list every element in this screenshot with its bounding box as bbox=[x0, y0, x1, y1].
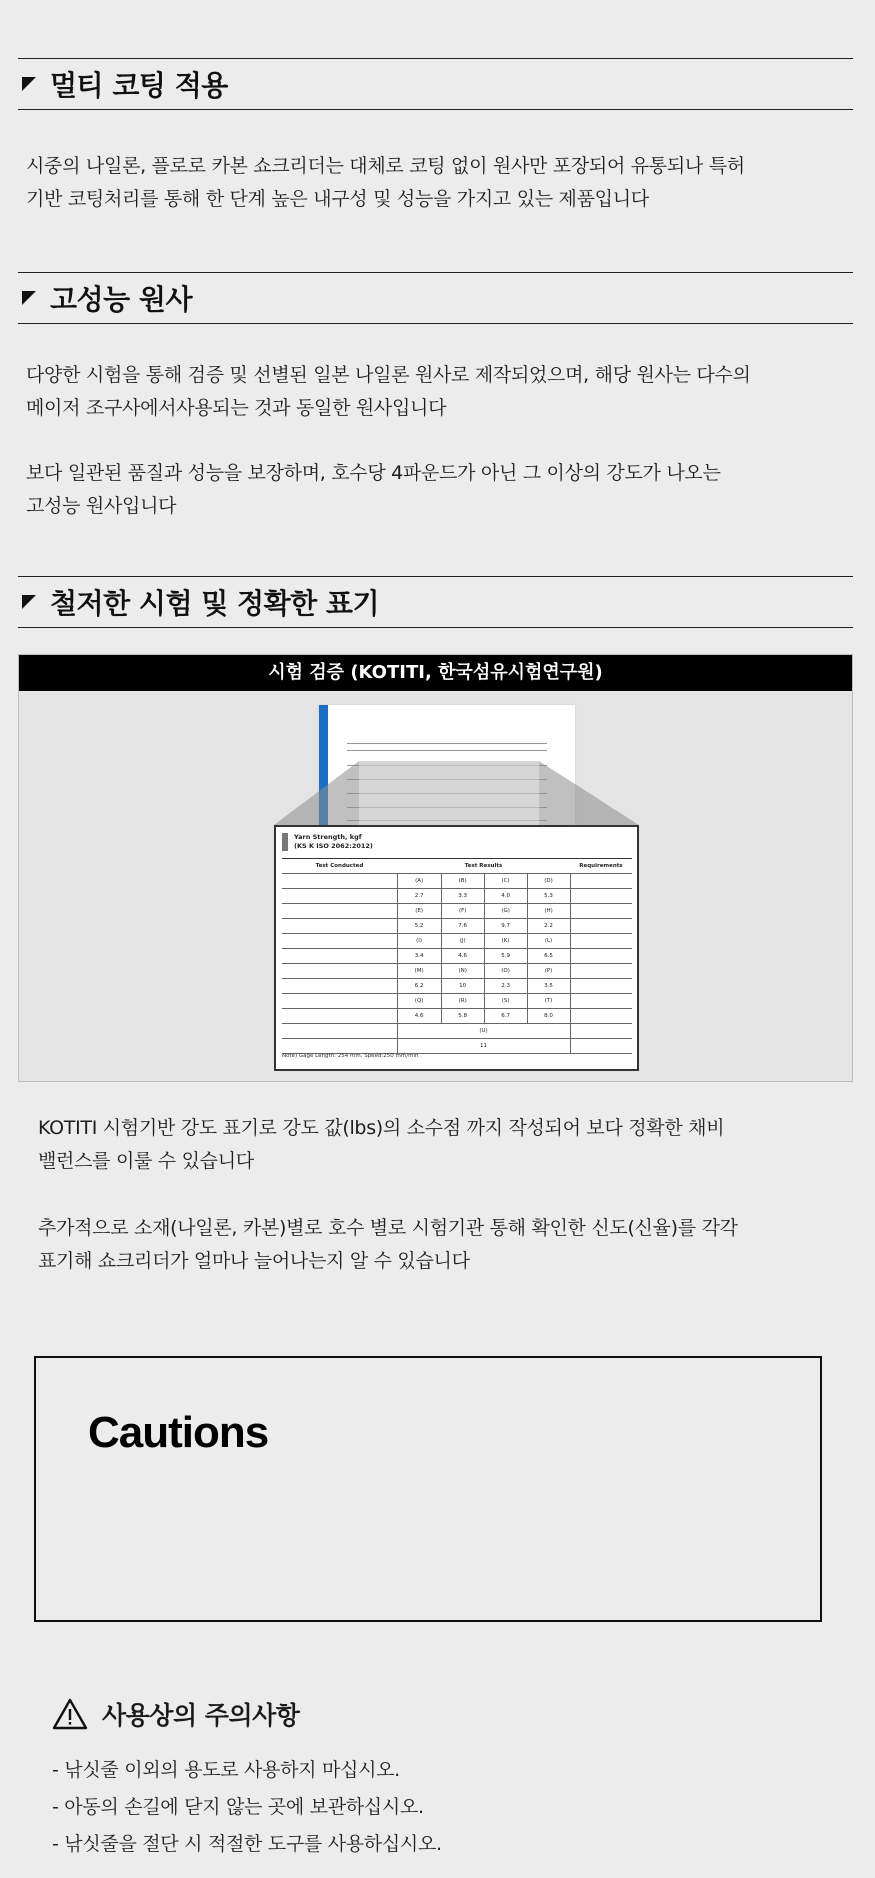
requirements-cell bbox=[570, 934, 632, 949]
result-cell: (M) bbox=[397, 964, 441, 979]
paragraph-yarn-2 bbox=[26, 457, 856, 523]
kotiti-test-panel bbox=[18, 654, 853, 1082]
result-cell: 5.9 bbox=[484, 949, 527, 964]
result-cell: (I) bbox=[397, 934, 441, 949]
test-conducted-cell bbox=[282, 889, 397, 904]
list-item: - 아동의 손길에 닫지 않는 곳에 보관하십시오. bbox=[52, 1796, 424, 1818]
result-cell: 2.2 bbox=[527, 919, 570, 934]
table-row bbox=[282, 889, 632, 904]
table-header: Requirements bbox=[570, 859, 632, 874]
paragraph-testing-2 bbox=[38, 1212, 858, 1278]
section-title: 철저한 시험 및 정확한 표기 bbox=[50, 587, 380, 620]
result-cell: (F) bbox=[441, 904, 484, 919]
table-row bbox=[282, 919, 632, 934]
test-panel-title-bar: 시험 검증 (KOTITI, 한국섬유시험연구원) bbox=[19, 655, 852, 691]
result-cell: 6.5 bbox=[527, 949, 570, 964]
result-cell: (P) bbox=[527, 964, 570, 979]
result-cell: 3.3 bbox=[441, 889, 484, 904]
result-cell: (D) bbox=[527, 874, 570, 889]
requirements-cell bbox=[570, 1039, 632, 1054]
result-cell: (H) bbox=[527, 904, 570, 919]
requirements-cell bbox=[570, 949, 632, 964]
text-line: 다양한 시험을 통해 검증 및 선별된 일본 나일론 원사로 제작되었으며, 해당 원사는 다수의 bbox=[26, 364, 751, 386]
test-conducted-cell bbox=[282, 1009, 397, 1024]
table-row bbox=[282, 1024, 632, 1039]
result-cell: (S) bbox=[484, 994, 527, 1009]
table-row bbox=[282, 994, 632, 1009]
result-cell: (B) bbox=[441, 874, 484, 889]
result-cell: 8.0 bbox=[527, 1009, 570, 1024]
requirements-cell bbox=[570, 919, 632, 934]
section-header-high-performance-yarn bbox=[18, 272, 853, 324]
paragraph-testing-1 bbox=[38, 1112, 858, 1178]
text-line: 보다 일관된 품질과 성능을 보장하며, 호수당 4파운드가 아닌 그 이상의 강도가 나오는 bbox=[26, 462, 721, 484]
result-cell: (J) bbox=[441, 934, 484, 949]
report-title bbox=[294, 833, 373, 851]
requirements-cell bbox=[570, 874, 632, 889]
table-header-row bbox=[282, 859, 632, 874]
text-line: 밸런스를 이룰 수 있습니다 bbox=[38, 1150, 254, 1172]
text-line: 메이저 조구사에서사용되는 것과 동일한 원사입니다 bbox=[26, 397, 447, 419]
warning-triangle-icon bbox=[52, 1698, 88, 1730]
table-row bbox=[282, 979, 632, 994]
cautions-box bbox=[34, 1356, 822, 1622]
requirements-cell bbox=[570, 1024, 632, 1039]
list-item: - 낚싯줄을 절단 시 적절한 도구를 사용하십시오. bbox=[52, 1833, 442, 1855]
section-header-testing bbox=[18, 576, 853, 628]
text-line: 고성능 원사입니다 bbox=[26, 495, 177, 517]
result-cell: 3.5 bbox=[527, 979, 570, 994]
usage-precautions-title: 사용상의 주의사항 bbox=[102, 1701, 300, 1730]
test-conducted-cell bbox=[282, 1024, 397, 1039]
test-conducted-cell bbox=[282, 979, 397, 994]
test-conducted-cell bbox=[282, 934, 397, 949]
result-cell: 3.4 bbox=[397, 949, 441, 964]
report-header bbox=[282, 833, 373, 851]
result-cell: (Q) bbox=[397, 994, 441, 1009]
report-title-line: (KS K ISO 2062:2012) bbox=[294, 842, 373, 850]
text-line: 기반 코팅처리를 통해 한 단계 높은 내구성 및 성능을 가지고 있는 제품입니다 bbox=[26, 188, 649, 210]
table-row bbox=[282, 874, 632, 889]
test-conducted-cell bbox=[282, 919, 397, 934]
result-cell: 4.0 bbox=[484, 889, 527, 904]
result-cell: 7.6 bbox=[441, 919, 484, 934]
result-cell: 2.7 bbox=[397, 889, 441, 904]
result-cell: 4.6 bbox=[397, 1009, 441, 1024]
paragraph-yarn-1 bbox=[26, 359, 856, 425]
triangle-marker-icon bbox=[22, 77, 36, 91]
precautions-list bbox=[52, 1752, 442, 1863]
result-cell: 2.3 bbox=[484, 979, 527, 994]
table-header: Test Results bbox=[397, 859, 570, 874]
text-line: 시중의 나일론, 플로로 카본 쇼크리더는 대체로 코팅 없이 원사만 포장되어 유통되나 특허 bbox=[26, 155, 745, 177]
report-note: Note) Gage Length: 254 mm, Speed:250 mm/min bbox=[282, 1053, 419, 1059]
test-conducted-cell bbox=[282, 964, 397, 979]
result-cell: (K) bbox=[484, 934, 527, 949]
result-cell: 6.2 bbox=[397, 979, 441, 994]
triangle-marker-icon bbox=[22, 595, 36, 609]
test-conducted-cell bbox=[282, 904, 397, 919]
result-cell: (A) bbox=[397, 874, 441, 889]
usage-precautions-header bbox=[52, 1696, 299, 1732]
text-line: 표기해 쇼크리더가 얼마나 늘어나는지 알 수 있습니다 bbox=[38, 1250, 470, 1272]
report-header-bar bbox=[282, 833, 288, 851]
result-cell: (L) bbox=[527, 934, 570, 949]
requirements-cell bbox=[570, 994, 632, 1009]
result-cell: 9.7 bbox=[484, 919, 527, 934]
list-item: - 낚싯줄 이외의 용도로 사용하지 마십시오. bbox=[52, 1759, 400, 1781]
report-title-line: Yarn Strength, kgf bbox=[294, 833, 362, 841]
table-row bbox=[282, 1039, 632, 1054]
requirements-cell bbox=[570, 889, 632, 904]
section-title: 고성능 원사 bbox=[50, 283, 192, 316]
result-cell: 11 bbox=[397, 1039, 570, 1054]
table-row bbox=[282, 1009, 632, 1024]
result-cell: (U) bbox=[397, 1024, 570, 1039]
test-conducted-cell bbox=[282, 994, 397, 1009]
result-cell: (G) bbox=[484, 904, 527, 919]
result-cell: 5.2 bbox=[397, 919, 441, 934]
result-cell: (R) bbox=[441, 994, 484, 1009]
section-header-multi-coating bbox=[18, 58, 853, 110]
text-line: KOTITI 시험기반 강도 표기로 강도 값(lbs)의 소수점 까지 작성되어 보다 정확한 채비 bbox=[38, 1117, 725, 1139]
requirements-cell bbox=[570, 904, 632, 919]
test-report-zoom bbox=[274, 825, 639, 1071]
table-row bbox=[282, 949, 632, 964]
requirements-cell bbox=[570, 1009, 632, 1024]
test-conducted-cell bbox=[282, 874, 397, 889]
result-cell: (O) bbox=[484, 964, 527, 979]
result-cell: (N) bbox=[441, 964, 484, 979]
result-cell: (E) bbox=[397, 904, 441, 919]
section-title: 멀티 코팅 적용 bbox=[50, 69, 228, 102]
result-cell: (T) bbox=[527, 994, 570, 1009]
result-cell: 5.3 bbox=[527, 889, 570, 904]
result-cell: 4.6 bbox=[441, 949, 484, 964]
triangle-marker-icon bbox=[22, 291, 36, 305]
result-cell: 10 bbox=[441, 979, 484, 994]
cautions-title: Cautions bbox=[88, 1408, 269, 1457]
test-results-table bbox=[282, 858, 632, 1054]
requirements-cell bbox=[570, 964, 632, 979]
text-line: 추가적으로 소재(나일론, 카본)별로 호수 별로 시험기관 통해 확인한 신도(신율)를 각각 bbox=[38, 1217, 738, 1239]
test-conducted-cell bbox=[282, 1039, 397, 1054]
table-row bbox=[282, 934, 632, 949]
table-row bbox=[282, 904, 632, 919]
result-cell: 5.8 bbox=[441, 1009, 484, 1024]
table-header: Test Conducted bbox=[282, 859, 397, 874]
result-cell: 6.7 bbox=[484, 1009, 527, 1024]
requirements-cell bbox=[570, 979, 632, 994]
result-cell: (C) bbox=[484, 874, 527, 889]
test-conducted-cell bbox=[282, 949, 397, 964]
table-row bbox=[282, 964, 632, 979]
paragraph-multi-coating bbox=[26, 150, 856, 216]
